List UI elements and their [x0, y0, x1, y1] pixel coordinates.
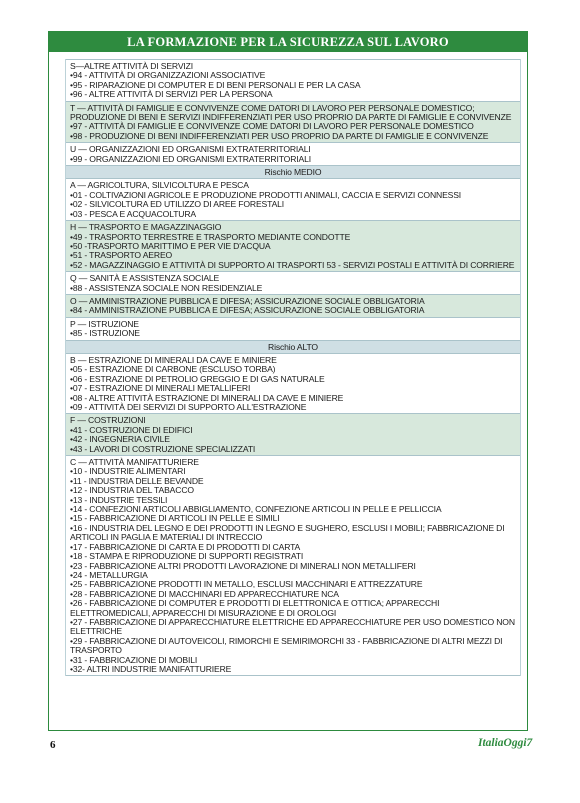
sector-item: •84 - AMMINISTRAZIONE PUBBLICA E DIFESA; ASSICURAZIONE SOCIALE OBBLIGATORIA [70, 305, 425, 316]
sector-group [66, 142, 520, 165]
page-frame [48, 31, 528, 731]
sector-item: •17 - FABBRICAZIONE DI CARTA E DI PRODOTTI DI CARTA [70, 541, 301, 552]
sector-item: •98 - PRODUZIONE DI BENI INDIFFERENZIATI PER USO PROPRIO DA PARTE DI FAMIGLIE E CONVIVENZE [70, 130, 489, 141]
sector-item: •52 - MAGAZZINAGGIO E ATTIVITÀ DI SUPPORTO AI TRASPORTI 53 - SERVIZI POSTALI E ATTIVITÀ DI CORRIERE [70, 259, 515, 270]
sector-item: •26 - FABBRICAZIONE DI COMPUTER E PRODOTTI DI ELETTRONICA E OTTICA; APPARECCHI ELETTROMEDICALI, APPARECCHI DI MISURAZIONE E DI OROLOGI [70, 598, 440, 618]
sector-heading: H — TRASPORTO E MAGAZZINAGGIO [70, 222, 222, 233]
sector-item: •41 - COSTRUZIONE DI EDIFICI [70, 424, 193, 435]
sector-group [66, 59, 520, 101]
sector-item: •12 - INDUSTRIA DEL TABACCO [70, 485, 194, 496]
sector-item: •18 - STAMPA E RIPRODUZIONE DI SUPPORTI REGISTRATI [70, 551, 304, 562]
sector-heading: T — ATTIVITÀ DI FAMIGLIE E CONVIVENZE COME DATORI DI LAVORO PER PERSONALE DOMESTICO; PRODUZIONE DI BENI E SERVIZI INDIFFERENZIATI PER USO PROPRIO DA PARTE DI FAMIGLIE E CONVIVENZE [70, 102, 512, 123]
sector-item: •01 - COLTIVAZIONI AGRICOLE E PRODUZIONE PRODOTTI ANIMALI, CACCIA E SERVIZI CONNESSI [70, 189, 462, 200]
sector-item: •96 - ALTRE ATTIVITÀ DI SERVIZI PER LA PERSONA [70, 89, 273, 100]
sector-group [66, 101, 520, 143]
sector-item: •05 - ESTRAZIONE DI CARBONE (ESCLUSO TORBA) [70, 364, 276, 375]
sector-item: •88 - ASSISTENZA SOCIALE NON RESIDENZIALE [70, 282, 263, 293]
sector-item: •16 - INDUSTRIA DEL LEGNO E DEI PRODOTTI IN LEGNO E SUGHERO, ESCLUSI I MOBILI; FABBRICAZIONE DI ARTICOLI IN PAGLIA E MATERIALI DI INTRECCIO [70, 522, 505, 543]
sector-item: •23 - FABBRICAZIONE ALTRI PRODOTTI LAVORAZIONE DI MINERALI NON METALLIFERI [70, 560, 416, 571]
sector-item: •32- ALTRI INDUSTRIE MANIFATTURIERE [70, 663, 232, 674]
sector-heading: Q — SANITÀ E ASSISTENZA SOCIALE [70, 273, 220, 284]
sector-item: •27 - FABBRICAZIONE DI APPARECCHIATURE ELETTRICHE ED APPARECCHIATURE PER USO DOMESTICO NON ELETTRICHE [70, 616, 515, 637]
sector-group [66, 317, 520, 340]
page-title: LA FORMAZIONE PER LA SICUREZZA SUL LAVORO [49, 32, 527, 52]
sector-heading: S—ALTRE ATTIVITÀ DI SERVIZI [70, 61, 193, 71]
sector-group [66, 455, 520, 676]
sector-group [66, 353, 520, 413]
sector-item: •50 -TRASPORTO MARITTIMO E PER VIE D'ACQUA [70, 240, 271, 251]
sector-heading: F — COSTRUZIONI [70, 415, 146, 426]
sector-item: •29 - FABBRICAZIONE DI AUTOVEICOLI, RIMORCHI E SEMIRIMORCHI 33 - FABBRICAZIONE DI ALTRI MEZZI DI TRASPORTO [70, 635, 503, 656]
sector-group [66, 178, 520, 220]
sector-item: •97 - ATTIVITÀ DI FAMIGLIE E CONVIVENZE COME DATORI DI LAVORO PER PERSONALE DOMESTICO [70, 121, 474, 132]
brand-logo: ItaliaOggi7 [478, 737, 533, 749]
sector-heading: O — AMMINISTRAZIONE PUBBLICA E DIFESA; ASSICURAZIONE SOCIALE OBBLIGATORIA [70, 295, 425, 306]
sector-item: •06 - ESTRAZIONE DI PETROLIO GREGGIO E DI GAS NATURALE [70, 373, 325, 384]
sector-item: •08 - ALTRE ATTIVITÀ ESTRAZIONE DI MINERALI DA CAVE E MINIERE [70, 392, 344, 403]
sector-item: •85 - ISTRUZIONE [70, 328, 140, 339]
sector-item: •25 - FABBRICAZIONE PRODOTTI IN METALLO, ESCLUSI MACCHINARI E ATTREZZATURE [70, 579, 423, 590]
sector-item: •51 - TRASPORTO AEREO [70, 250, 173, 261]
sector-group [66, 271, 520, 294]
sector-table [65, 59, 521, 676]
risk-level-header: Rischio MEDIO [66, 165, 520, 178]
sector-item: •15 - FABBRICAZIONE DI ARTICOLI IN PELLE E SIMILI [70, 513, 280, 524]
sector-heading: C — ATTIVITÀ MANIFATTURIERE [70, 457, 199, 468]
sector-heading: B — ESTRAZIONE DI MINERALI DA CAVE E MINIERE [70, 354, 277, 365]
sector-item: •49 - TRASPORTO TERRESTRE E TRASPORTO MEDIANTE CONDOTTE [70, 231, 351, 242]
sector-heading: U — ORGANIZZAZIONI ED ORGANISMI EXTRATERRITORIALI [70, 144, 311, 155]
sector-item: •95 - RIPARAZIONE DI COMPUTER E DI BENI PERSONALI E PER LA CASA [70, 79, 361, 90]
sector-item: •02 - SILVICOLTURA ED UTILIZZO DI AREE FORESTALI [70, 199, 285, 210]
sector-item: •24 - METALLURGIA [70, 569, 148, 580]
sector-item: •14 - CONFEZIONI ARTICOLI ABBIGLIAMENTO, CONFEZIONE ARTICOLI IN PELLE E PELLICCIA [70, 504, 442, 515]
sector-item: •09 - ATTIVITÀ DEI SERVIZI DI SUPPORTO ALL'ESTRAZIONE [70, 402, 307, 412]
sector-group [66, 220, 520, 271]
sector-item: •99 - ORGANIZZAZIONI ED ORGANISMI EXTRATERRITORIALI [70, 153, 311, 164]
sector-item: •03 - PESCA E ACQUACOLTURA [70, 208, 196, 219]
sector-heading: A — AGRICOLTURA, SILVICOLTURA E PESCA [70, 180, 249, 191]
sector-item: •07 - ESTRAZIONE DI MINERALI METALLIFERI [70, 383, 251, 394]
sector-group [66, 294, 520, 317]
page-number: 6 [50, 739, 56, 751]
sector-item: •11 - INDUSTRIA DELLE BEVANDE [70, 475, 204, 486]
sector-item: •31 - FABBRICAZIONE DI MOBILI [70, 654, 198, 665]
risk-level-header: Rischio ALTO [66, 340, 520, 353]
sector-item: •13 - INDUSTRIE TESSILI [70, 494, 168, 505]
sector-item: •42 - INGEGNERIA CIVILE [70, 434, 170, 445]
sector-heading: P — ISTRUZIONE [70, 318, 139, 329]
sector-item: •10 - INDUSTRIE ALIMENTARI [70, 466, 186, 477]
sector-group [66, 413, 520, 455]
sector-item: •94 - ATTIVITÀ DI ORGANIZZAZIONI ASSOCIATIVE [70, 70, 266, 81]
sector-item: •28 - FABBRICAZIONE DI MACCHINARI ED APPARECCHIATURE NCA [70, 588, 339, 599]
sector-item: •43 - LAVORI DI COSTRUZIONE SPECIALIZZATI [70, 443, 256, 454]
